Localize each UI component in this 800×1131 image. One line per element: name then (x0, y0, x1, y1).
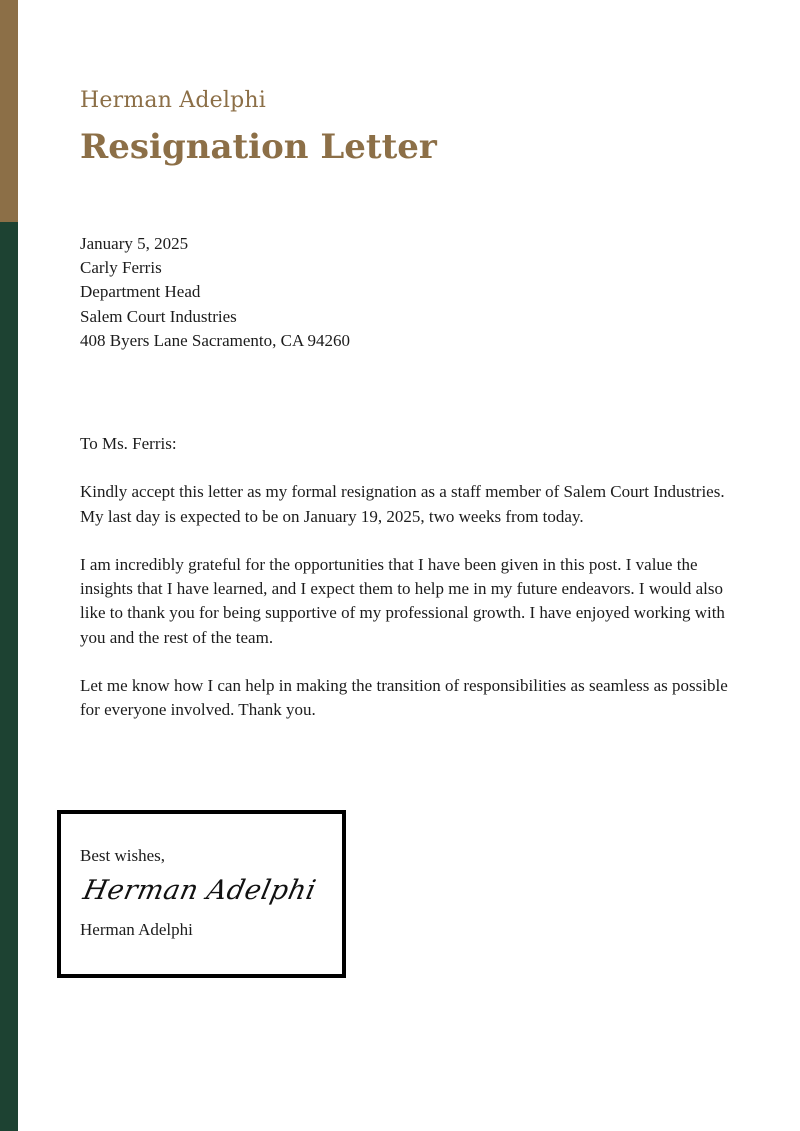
body-paragraph: Kindly accept this letter as my formal resignation as a staff member of Salem Court Industries. My last day is expected to be on January 19, 2025, two weeks from today. (80, 482, 725, 526)
author-name: Herman Adelphi (80, 88, 266, 113)
closing-line: Best wishes, (80, 846, 165, 865)
recipient-company: Salem Court Industries (80, 306, 237, 326)
salutation: To Ms. Ferris: (80, 434, 177, 453)
letter-date: January 5, 2025 (80, 234, 189, 253)
letter-header (80, 86, 720, 168)
letter-body (80, 432, 730, 747)
recipient-name: Carly Ferris (80, 258, 162, 278)
accent-stripe-gold (0, 0, 18, 222)
handwritten-signature: Herman Adelphi (80, 875, 319, 906)
signature-box (57, 810, 346, 978)
recipient-position: Department Head (80, 282, 201, 302)
body-paragraph: Let me know how I can help in making the transition of responsibilities as seamless as possible for everyone involved. Thank you. (80, 675, 728, 720)
accent-stripe-green (0, 222, 18, 1131)
recipient-address: 408 Byers Lane Sacramento, CA 94260 (80, 330, 351, 350)
recipient-block (80, 232, 720, 353)
document-title: Resignation Letter (80, 127, 437, 167)
signer-name: Herman Adelphi (80, 920, 193, 939)
body-paragraph: I am incredibly grateful for the opportunities that I have been given in this post. I value the insights that I have learned, and I expect them to help me in my future endeavors. I would also like to thank you for being supportive of my professional growth. I have enjoyed working with you and the rest of the team. (80, 554, 725, 647)
